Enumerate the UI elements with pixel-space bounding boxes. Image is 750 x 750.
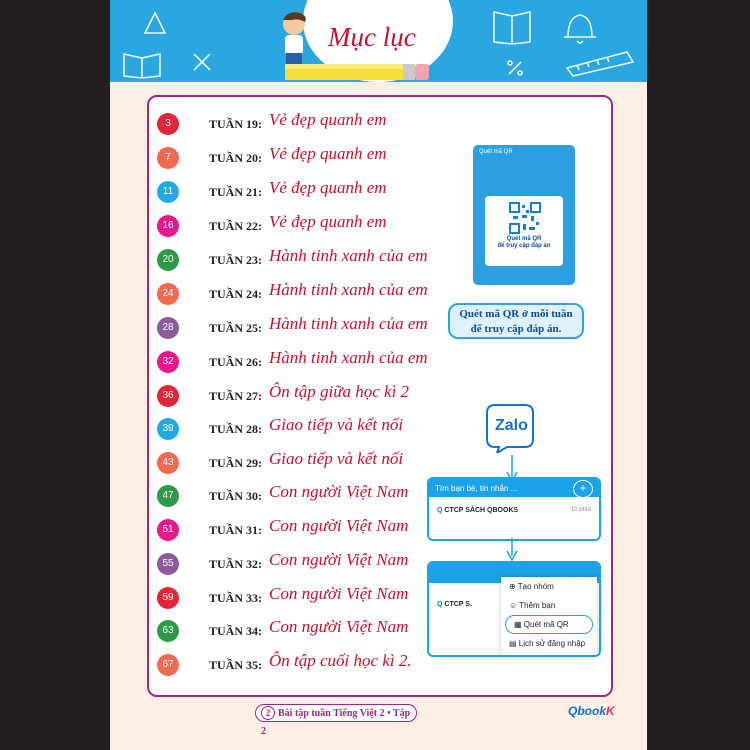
week-label: TUẦN 26:	[209, 355, 262, 369]
group-icon: ⊕	[509, 582, 516, 591]
page-badge: 43	[157, 452, 179, 474]
toc-item	[157, 585, 457, 611]
toc-item	[157, 315, 457, 341]
page-badge: 3	[157, 113, 179, 135]
menu-item-scan-qr[interactable]: ▦ Quét mã QR	[505, 615, 593, 634]
page-badge: 63	[157, 620, 179, 642]
toc-item	[157, 145, 457, 171]
week-label: TUẦN 21:	[209, 185, 262, 199]
zalo-logo-text: Zalo	[495, 417, 528, 434]
page-number: 2	[261, 706, 275, 720]
week-label: TUẦN 33:	[209, 591, 262, 605]
qbook-logo: QbookK	[568, 704, 615, 718]
page-badge: 24	[157, 283, 179, 305]
cross-doodle-icon	[190, 50, 214, 74]
book-title: Bài tập tuần Tiếng Việt 2 • Tập 2	[261, 708, 411, 737]
toc-item	[157, 618, 457, 644]
add-icon: +	[573, 480, 593, 498]
qbooks-logo-icon: Q	[437, 601, 443, 608]
topic-label: Ôn tập giữa học kì 2	[269, 382, 410, 401]
topic-label: Vẻ đẹp quanh em	[269, 178, 387, 197]
zalo-screen-chats	[427, 477, 601, 541]
chat-contact-name: CTCP SÁCH QBOOKS	[444, 507, 519, 514]
topic-label: Giao tiếp và kết nối	[269, 415, 404, 434]
topic-label: Con người Việt Nam	[269, 516, 409, 535]
topic-label: Hành tinh xanh của em	[269, 280, 428, 299]
chat-row-partial	[437, 601, 472, 608]
page-badge: 16	[157, 215, 179, 237]
week-label: TUẦN 34:	[209, 624, 262, 638]
callout-line2: để truy cập đáp án.	[470, 323, 562, 335]
menu-item-login-history[interactable]: ▤ Lịch sử đăng nhập	[509, 639, 586, 648]
percent-doodle-icon	[505, 58, 525, 78]
page-badge: 11	[157, 181, 179, 203]
topic-label: Hành tinh xanh của em	[269, 348, 428, 367]
phone-screen-title: Quét mã QR	[479, 149, 513, 155]
week-label: TUẦN 31:	[209, 523, 262, 537]
toc-item	[157, 416, 457, 442]
toc-item	[157, 213, 457, 239]
arrow-down-icon	[506, 538, 518, 562]
toc-item	[157, 450, 457, 476]
topic-label: Con người Việt Nam	[269, 550, 409, 569]
toc-item	[157, 179, 457, 205]
menu-item-add-friend[interactable]: ☺ Thêm bạn	[509, 601, 556, 610]
page-badge: 28	[157, 317, 179, 339]
qr-caption	[485, 236, 563, 250]
toc-item	[157, 517, 457, 543]
qr-caption-line2: để truy cập đáp án	[497, 243, 551, 249]
book-page	[110, 0, 647, 750]
week-label: TUẦN 22:	[209, 219, 262, 233]
toc-item	[157, 383, 457, 409]
week-label: TUẦN 30:	[209, 489, 262, 503]
toc-item	[157, 483, 457, 509]
topic-label: Hành tinh xanh của em	[269, 314, 428, 333]
topic-label: Hành tinh xanh của em	[269, 246, 428, 265]
topic-label: Vẻ đẹp quanh em	[269, 144, 387, 163]
week-label: TUẦN 24:	[209, 287, 262, 301]
toc-item	[157, 247, 457, 273]
page-badge: 55	[157, 553, 179, 575]
footer-book-title	[255, 704, 417, 737]
topic-label: Giao tiếp và kết nối	[269, 449, 404, 468]
toc-item	[157, 281, 457, 307]
week-label: TUẦN 29:	[209, 456, 262, 470]
topic-label: Vẻ đẹp quanh em	[269, 212, 387, 231]
header-banner	[110, 0, 647, 82]
page-badge: 36	[157, 385, 179, 407]
page-badge: 67	[157, 654, 179, 676]
qr-scan-icon: ▦	[514, 620, 522, 629]
bell-doodle-icon	[560, 5, 600, 47]
topic-label: Ôn tập cuối học kì 2.	[269, 651, 412, 670]
week-label: TUẦN 23:	[209, 253, 262, 267]
page-badge: 47	[157, 485, 179, 507]
chat-contact-short: CTCP S.	[444, 601, 472, 608]
zalo-dropdown-menu	[501, 577, 597, 655]
book-doodle-icon	[122, 50, 162, 80]
qr-code-icon	[509, 202, 541, 234]
topic-label: Vẻ đẹp quanh em	[269, 110, 387, 129]
qr-card	[485, 196, 563, 266]
toc-item	[157, 111, 457, 137]
week-label: TUẦN 27:	[209, 389, 262, 403]
page-badge: 32	[157, 351, 179, 373]
qbooks-logo-icon: Q	[437, 507, 443, 514]
chat-row	[429, 497, 599, 524]
topic-label: Con người Việt Nam	[269, 482, 409, 501]
history-icon: ▤	[509, 639, 517, 648]
qr-caption-line1: Quét mã QR	[506, 236, 542, 242]
ruler-doodle-icon	[565, 48, 635, 78]
zalo-search-bar	[429, 479, 599, 497]
page-badge: 20	[157, 249, 179, 271]
qr-callout	[448, 303, 584, 339]
page-badge: 59	[157, 587, 179, 609]
chat-time: 10 phút	[570, 507, 591, 513]
zalo-screen-menu	[427, 561, 601, 657]
page-title: Mục lục	[328, 22, 416, 52]
toc-item	[157, 652, 457, 678]
week-label: TUẦN 19:	[209, 117, 262, 131]
topic-label: Con người Việt Nam	[269, 584, 409, 603]
callout-line1: Quét mã QR ở mỗi tuần	[459, 308, 573, 320]
menu-item-create-group[interactable]: ⊕ Tạo nhóm	[509, 582, 554, 591]
shape-doodle-icon	[140, 8, 170, 38]
page-badge: 7	[157, 147, 179, 169]
toc-item	[157, 551, 457, 577]
user-plus-icon: ☺	[509, 601, 518, 610]
week-label: TUẦN 28:	[209, 422, 262, 436]
search-placeholder: Tìm bạn bè, tin nhắn ...	[435, 484, 518, 493]
week-label: TUẦN 20:	[209, 151, 262, 165]
page-badge: 51	[157, 519, 179, 541]
page-badge: 39	[157, 418, 179, 440]
pencil-icon	[285, 60, 435, 82]
toc-item	[157, 349, 457, 375]
topic-label: Con người Việt Nam	[269, 617, 409, 636]
week-label: TUẦN 25:	[209, 321, 262, 335]
week-label: TUẦN 32:	[209, 557, 262, 571]
week-label: TUẦN 35:	[209, 658, 262, 672]
notebook-doodle-icon	[490, 8, 535, 48]
